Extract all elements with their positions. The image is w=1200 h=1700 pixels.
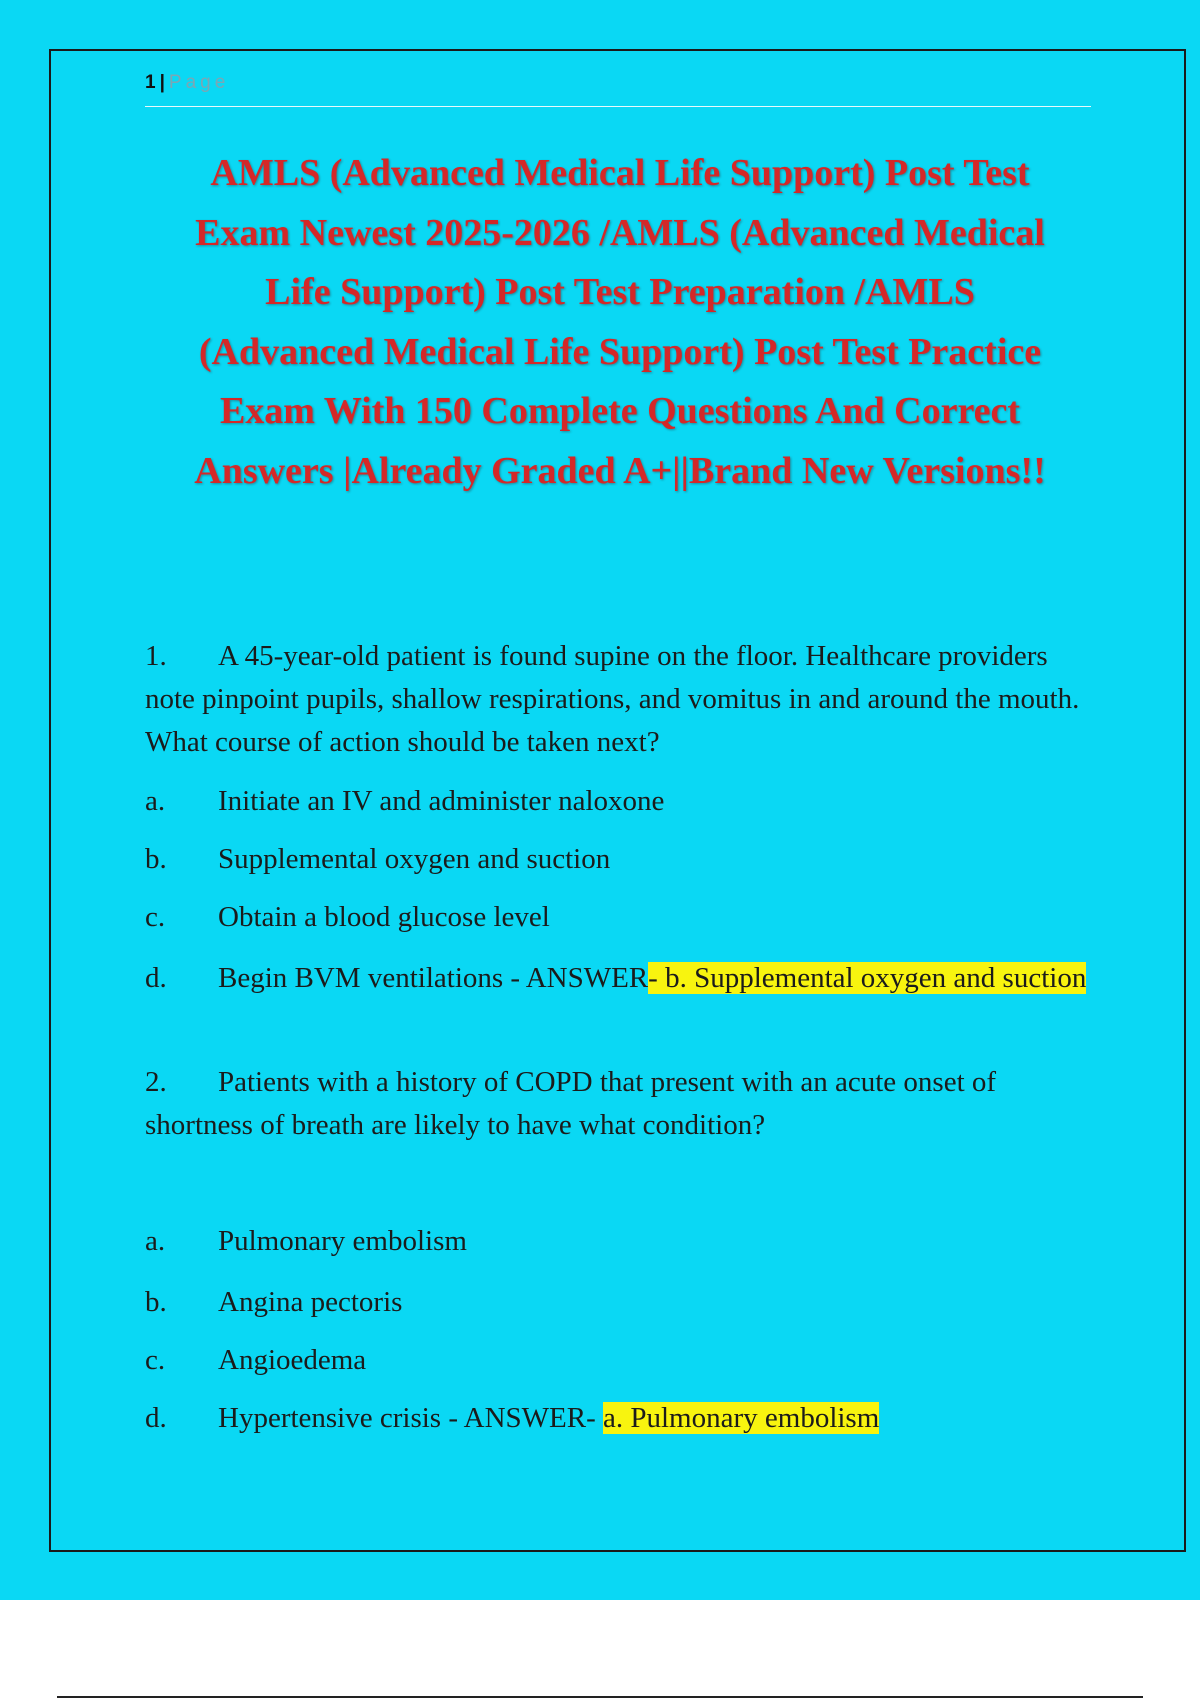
page-label: Page <box>168 72 230 93</box>
page-separator: | <box>159 72 165 93</box>
page-header <box>145 72 1091 107</box>
page-number: 1 <box>145 72 156 93</box>
option-text: Angina pectoris <box>218 1286 403 1318</box>
option-1c <box>145 896 1095 939</box>
option-2c <box>145 1339 1095 1382</box>
question-2 <box>145 1061 1095 1147</box>
bottom-divider <box>57 1696 1143 1698</box>
question-1 <box>145 635 1095 764</box>
question-number: 1. <box>145 640 167 672</box>
option-text: Hypertensive crisis - ANSWER- <box>218 1402 603 1434</box>
option-letter: d. <box>145 1402 167 1434</box>
option-text: Initiate an IV and administer naloxone <box>218 785 665 817</box>
answer-highlight: - b. Supplemental oxygen and suction <box>648 962 1087 994</box>
title-line: Exam With 150 Complete Questions And Correct <box>219 390 1021 432</box>
title-line: AMLS (Advanced Medical Life Support) Post Test <box>210 152 1030 194</box>
option-1d <box>145 957 1095 1000</box>
question-number: 2. <box>145 1066 167 1098</box>
option-letter: c. <box>145 901 166 933</box>
title-line: Exam Newest 2025-2026 /AMLS (Advanced Medical <box>195 211 1045 254</box>
option-letter: b. <box>145 1286 167 1318</box>
answer-highlight: a. Pulmonary embolism <box>603 1402 880 1434</box>
document-title <box>140 144 1100 501</box>
option-letter: b. <box>145 843 167 875</box>
option-letter: a. <box>145 1225 166 1257</box>
option-letter: c. <box>145 1344 166 1376</box>
option-text: Angioedema <box>218 1344 367 1376</box>
option-letter: a. <box>145 785 166 817</box>
question-text: Patients with a history of COPD that present with an acute onset of shortness of breath are likely to have what condition? <box>145 1066 997 1141</box>
option-text: Begin BVM ventilations - ANSWER <box>218 962 649 994</box>
option-1b <box>145 838 1095 881</box>
option-letter: d. <box>145 962 167 994</box>
option-2b <box>145 1281 1095 1324</box>
option-2a <box>145 1220 1095 1263</box>
title-line: Answers |Already Graded A+||Brand New Versions!! <box>194 449 1046 492</box>
option-text: Supplemental oxygen and suction <box>218 843 611 875</box>
question-text: A 45-year-old patient is found supine on the floor. Healthcare providers note pinpoint pupils, shallow respirations, and vomitus in and around the mouth. What course of action should be taken next? <box>145 640 1080 758</box>
option-text: Obtain a blood glucose level <box>218 901 550 933</box>
option-text: Pulmonary embolism <box>218 1225 467 1257</box>
title-line: Life Support) Post Test Preparation /AMLS <box>265 271 975 313</box>
option-1a <box>145 780 1095 823</box>
option-2d <box>145 1397 1095 1440</box>
title-line: (Advanced Medical Life Support) Post Test Practice <box>198 330 1042 373</box>
